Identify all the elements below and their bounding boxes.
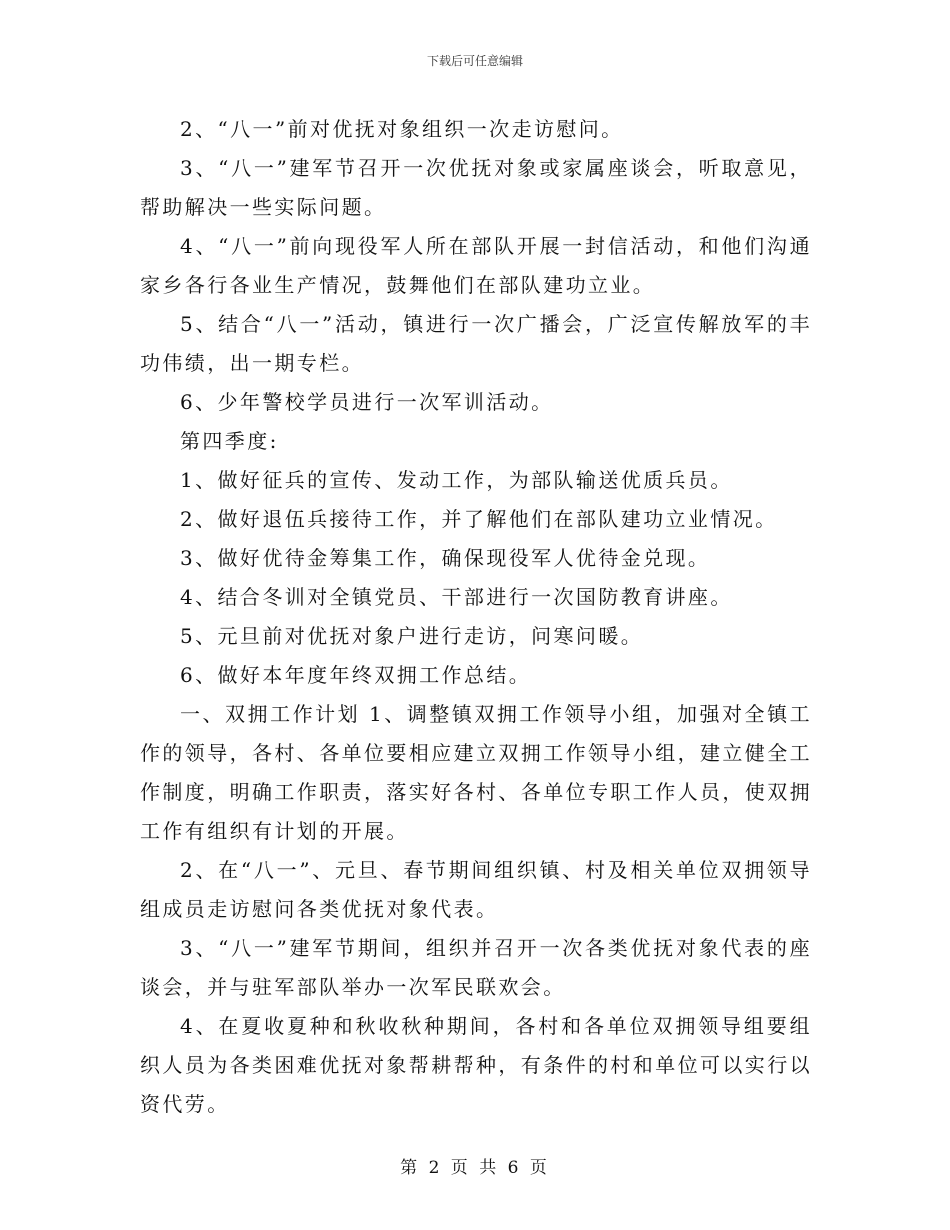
paragraph: 5、元旦前对优抚对象户进行走访，问寒问暖。 [180, 624, 644, 648]
paragraph: 2、在“八一”、元旦、春节期间组织镇、村及相关单位双拥领导组成员走访慰问各类优抚对象代表。 [140, 858, 812, 921]
paragraph: 1、做好征兵的宣传、发动工作，为部队输送优质兵员。 [180, 468, 733, 492]
paragraph: 一、双拥工作计划 1、调整镇双拥工作领导小组，加强对全镇工作的领导，各村、各单位要相应建立双拥工作领导小组，建立健全工作制度，明确工作职责，落实好各村、各单位专职工作人员，使双拥工作有组织有计划的开展。 [140, 702, 812, 843]
document-body [140, 110, 812, 1124]
paragraph: 6、少年警校学员进行一次军训活动。 [180, 390, 554, 414]
paragraph: 4、结合冬训对全镇党员、干部进行一次国防教育讲座。 [180, 585, 733, 609]
section-heading: 第四季度: [180, 429, 279, 453]
page-number: 第 2 页 共 6 页 [400, 1158, 550, 1178]
paragraph: 3、“八一”建军节期间，组织并召开一次各类优抚对象代表的座谈会，并与驻军部队举办一次军民联欢会。 [140, 936, 812, 999]
paragraph: 3、做好优待金筹集工作，确保现役军人优待金兑现。 [180, 546, 711, 570]
header-note: 下载后可任意编辑 [426, 54, 523, 68]
paragraph: 5、结合“八一”活动，镇进行一次广播会，广泛宣传解放军的丰功伟绩，出一期专栏。 [140, 312, 812, 375]
paragraph: 4、在夏收夏种和秋收秋种期间，各村和各单位双拥领导组要组织人员为各类困难优抚对象帮耕帮种，有条件的村和单位可以实行以资代劳。 [140, 1014, 812, 1116]
paragraph: 4、“八一”前向现役军人所在部队开展一封信活动，和他们沟通家乡各行各业生产情况，鼓舞他们在部队建功立业。 [140, 234, 812, 297]
paragraph: 3、“八一”建军节召开一次优抚对象或家属座谈会，听取意见，帮助解决一些实际问题。 [140, 156, 812, 219]
paragraph: 2、“八一”前对优抚对象组织一次走访慰问。 [180, 117, 624, 141]
paragraph: 6、做好本年度年终双拥工作总结。 [180, 663, 532, 687]
paragraph: 2、做好退伍兵接待工作，并了解他们在部队建功立业情况。 [180, 507, 778, 531]
